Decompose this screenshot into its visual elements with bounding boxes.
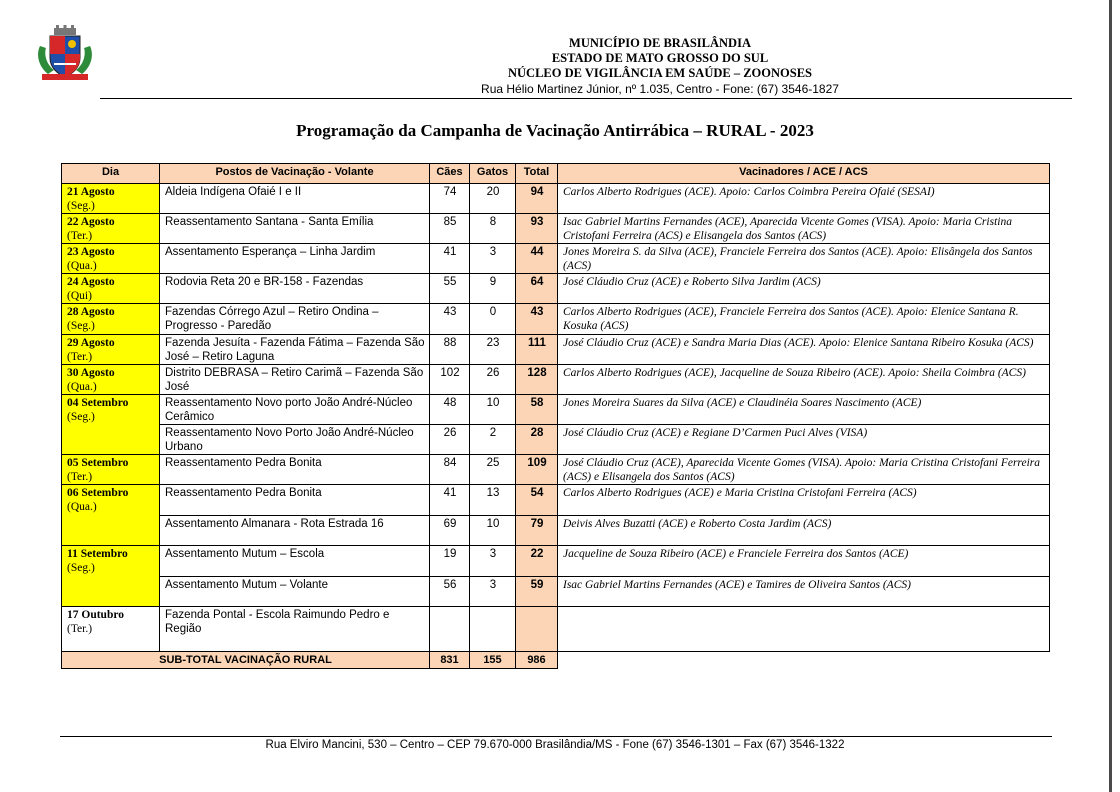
- table-row: [62, 365, 1050, 395]
- day-cell: [62, 485, 160, 546]
- vacinadores-cell: Jacqueline de Souza Ribeiro (ACE) e Franciele Ferreira dos Santos (ACE): [558, 546, 1050, 577]
- posto-cell: Reassentamento Santana - Santa Emília: [160, 214, 430, 244]
- footer-rule: [60, 736, 1052, 737]
- gatos-cell: 3: [470, 244, 516, 274]
- vacinadores-cell: Carlos Alberto Rodrigues (ACE) e Maria Cristina Cristofani Ferreira (ACS): [558, 485, 1050, 516]
- posto-cell: Fazenda Pontal - Escola Raimundo Pedro e Região: [160, 607, 430, 652]
- total-cell: [516, 607, 558, 652]
- vacinadores-cell: Carlos Alberto Rodrigues (ACE), Jacqueline de Souza Ribeiro (ACE). Apoio: Sheila Coimbra (ACS): [558, 365, 1050, 395]
- caes-cell: 41: [430, 244, 470, 274]
- caes-cell: 19: [430, 546, 470, 577]
- caes-cell: 26: [430, 425, 470, 455]
- caes-cell: 84: [430, 455, 470, 485]
- subtotal-caes: 831: [430, 652, 470, 669]
- caes-cell: 41: [430, 485, 470, 516]
- caes-cell: 43: [430, 304, 470, 335]
- col-header-total: Total: [516, 164, 558, 184]
- caes-cell: [430, 607, 470, 652]
- table-row: [62, 546, 1050, 577]
- day-weekday: (Seg.): [67, 320, 95, 332]
- posto-cell: Reassentamento Novo porto João André-Núcleo Cerâmico: [160, 395, 430, 425]
- day-weekday: (Qua.): [67, 381, 97, 393]
- day-weekday: (Ter.): [67, 471, 93, 483]
- table-row: [62, 304, 1050, 335]
- day-date: 04 Setembro: [67, 397, 129, 409]
- municipal-crest-logo: [34, 24, 96, 82]
- table-row: [62, 607, 1050, 652]
- posto-cell: Aldeia Indígena Ofaié I e II: [160, 184, 430, 214]
- day-date: 17 Outubro: [67, 609, 124, 621]
- total-cell: 64: [516, 274, 558, 304]
- vacinadores-cell: Carlos Alberto Rodrigues (ACE). Apoio: Carlos Coimbra Pereira Ofaié (SESAI): [558, 184, 1050, 214]
- day-date: 22 Agosto: [67, 216, 115, 228]
- table-row: [62, 425, 1050, 455]
- day-date: 06 Setembro: [67, 487, 129, 499]
- total-cell: 93: [516, 214, 558, 244]
- subtotal-gatos: 155: [470, 652, 516, 669]
- day-cell: [62, 184, 160, 214]
- caes-cell: 69: [430, 516, 470, 546]
- posto-cell: Fazenda Jesuíta - Fazenda Fátima – Fazenda São José – Retiro Laguna: [160, 335, 430, 365]
- posto-cell: Distrito DEBRASA – Retiro Carimã – Fazenda São José: [160, 365, 430, 395]
- day-date: 21 Agosto: [67, 186, 115, 198]
- vacinadores-cell: Jones Moreira S. da Silva (ACE), Franciele Ferreira dos Santos (ACE). Apoio: Elisângela dos Santos (ACS): [558, 244, 1050, 274]
- day-date: 29 Agosto: [67, 337, 115, 349]
- subtotal-row: [62, 652, 1050, 669]
- table-row: [62, 455, 1050, 485]
- table-row: [62, 485, 1050, 516]
- total-cell: 94: [516, 184, 558, 214]
- header-estado: ESTADO DE MATO GROSSO DO SUL: [551, 51, 769, 65]
- day-cell: [62, 244, 160, 274]
- day-weekday: (Qua.): [67, 260, 97, 272]
- gatos-cell: 2: [470, 425, 516, 455]
- vacinadores-cell: Isac Gabriel Martins Fernandes (ACE) e Tamires de Oliveira Santos (ACS): [558, 577, 1050, 607]
- total-cell: 28: [516, 425, 558, 455]
- day-weekday: (Qui): [67, 290, 92, 302]
- caes-cell: 85: [430, 214, 470, 244]
- table-row: [62, 244, 1050, 274]
- day-weekday: (Seg.): [67, 200, 95, 212]
- day-date: 30 Agosto: [67, 367, 115, 379]
- day-date: 11 Setembro: [67, 548, 128, 560]
- posto-cell: Assentamento Mutum – Volante: [160, 577, 430, 607]
- day-cell: [62, 395, 160, 455]
- header-address: Rua Hélio Martinez Júnior, nº 1.035, Centro - Fone: (67) 3546-1827: [481, 82, 839, 96]
- footer-address: Rua Elviro Mancini, 530 – Centro – CEP 79.670-000 Brasilândia/MS - Fone (67) 3546-1301 – Fax (67) 3546-1322: [265, 739, 845, 751]
- day-cell: [62, 214, 160, 244]
- table-row: [62, 184, 1050, 214]
- subtotal-label: SUB-TOTAL VACINAÇÃO RURAL: [62, 652, 430, 669]
- total-cell: 58: [516, 395, 558, 425]
- posto-cell: Fazendas Córrego Azul – Retiro Ondina – Progresso - Paredão: [160, 304, 430, 335]
- posto-cell: Reassentamento Novo Porto João André-Núcleo Urbano: [160, 425, 430, 455]
- total-cell: 111: [516, 335, 558, 365]
- posto-cell: Reassentamento Pedra Bonita: [160, 455, 430, 485]
- table-header-row: [62, 164, 1050, 184]
- col-header-dia: Dia: [62, 164, 160, 184]
- gatos-cell: 13: [470, 485, 516, 516]
- col-header-caes: Cães: [430, 164, 470, 184]
- header-rule: [100, 98, 1072, 99]
- caes-cell: 88: [430, 335, 470, 365]
- day-cell: [62, 546, 160, 607]
- posto-cell: Rodovia Reta 20 e BR-158 - Fazendas: [160, 274, 430, 304]
- gatos-cell: 23: [470, 335, 516, 365]
- gatos-cell: 3: [470, 577, 516, 607]
- header-nucleo: NÚCLEO DE VIGILÂNCIA EM SAÚDE – ZOONOSES: [508, 66, 812, 80]
- vacinadores-cell: Jones Moreira Suares da Silva (ACE) e Claudinéia Soares Nascimento (ACE): [558, 395, 1050, 425]
- day-weekday: (Ter.): [67, 230, 93, 242]
- day-cell: [62, 274, 160, 304]
- vacinadores-cell: José Cláudio Cruz (ACE) e Regiane D’Carmen Puci Alves (VISA): [558, 425, 1050, 455]
- total-cell: 54: [516, 485, 558, 516]
- caes-cell: 48: [430, 395, 470, 425]
- posto-cell: Assentamento Mutum – Escola: [160, 546, 430, 577]
- gatos-cell: 10: [470, 516, 516, 546]
- col-header-postos: Postos de Vacinação - Volante: [160, 164, 430, 184]
- total-cell: 128: [516, 365, 558, 395]
- day-date: 05 Setembro: [67, 457, 129, 469]
- caes-cell: 56: [430, 577, 470, 607]
- table-row: [62, 335, 1050, 365]
- gatos-cell: 8: [470, 214, 516, 244]
- gatos-cell: 0: [470, 304, 516, 335]
- day-cell: [62, 607, 160, 652]
- posto-cell: Reassentamento Pedra Bonita: [160, 485, 430, 516]
- day-cell: [62, 304, 160, 335]
- total-cell: 79: [516, 516, 558, 546]
- gatos-cell: [470, 607, 516, 652]
- table-row: [62, 516, 1050, 546]
- gatos-cell: 26: [470, 365, 516, 395]
- subtotal-total: 986: [516, 652, 558, 669]
- total-cell: 44: [516, 244, 558, 274]
- page-title: Programação da Campanha de Vacinação Antirrábica – RURAL - 2023: [296, 121, 814, 140]
- day-weekday: (Ter.): [67, 623, 93, 635]
- vacinadores-cell: [558, 607, 1050, 652]
- table-row: [62, 274, 1050, 304]
- day-weekday: (Ter.): [67, 351, 93, 363]
- col-header-gatos: Gatos: [470, 164, 516, 184]
- vacinadores-cell: Deivis Alves Buzatti (ACE) e Roberto Costa Jardim (ACS): [558, 516, 1050, 546]
- gatos-cell: 10: [470, 395, 516, 425]
- total-cell: 43: [516, 304, 558, 335]
- caes-cell: 55: [430, 274, 470, 304]
- vacinadores-cell: José Cláudio Cruz (ACE) e Roberto Silva Jardim (ACS): [558, 274, 1050, 304]
- caes-cell: 74: [430, 184, 470, 214]
- table-row: [62, 577, 1050, 607]
- caes-cell: 102: [430, 365, 470, 395]
- day-weekday: (Seg.): [67, 411, 95, 423]
- day-cell: [62, 365, 160, 395]
- gatos-cell: 9: [470, 274, 516, 304]
- table-row: [62, 395, 1050, 425]
- total-cell: 59: [516, 577, 558, 607]
- day-cell: [62, 455, 160, 485]
- day-date: 28 Agosto: [67, 306, 115, 318]
- vacinadores-cell: Carlos Alberto Rodrigues (ACE), Franciele Ferreira dos Santos (ACE). Apoio: Elenice Santana R. Kosuka (ACS): [558, 304, 1050, 335]
- day-cell: [62, 335, 160, 365]
- day-weekday: (Qua.): [67, 501, 97, 513]
- table-row: [62, 214, 1050, 244]
- posto-cell: Assentamento Esperança – Linha Jardim: [160, 244, 430, 274]
- posto-cell: Assentamento Almanara - Rota Estrada 16: [160, 516, 430, 546]
- gatos-cell: 20: [470, 184, 516, 214]
- vacinadores-cell: José Cláudio Cruz (ACE) e Sandra Maria Dias (ACE). Apoio: Elenice Santana Ribeiro Kosuka (ACS): [558, 335, 1050, 365]
- col-header-vacinadores: Vacinadores / ACE / ACS: [558, 164, 1050, 184]
- subtotal-blank: [558, 652, 1050, 669]
- day-weekday: (Seg.): [67, 562, 95, 574]
- gatos-cell: 3: [470, 546, 516, 577]
- total-cell: 109: [516, 455, 558, 485]
- vacinadores-cell: José Cláudio Cruz (ACE), Aparecida Vicente Gomes (VISA). Apoio: Maria Cristina Cristofani Ferreira (ACS) e Elisangela dos Santos (ACS): [558, 455, 1050, 485]
- gatos-cell: 25: [470, 455, 516, 485]
- header-municipio: MUNICÍPIO DE BRASILÂNDIA: [569, 36, 751, 50]
- day-date: 23 Agosto: [67, 246, 115, 258]
- vaccination-schedule-table: [61, 163, 1050, 669]
- day-date: 24 Agosto: [67, 276, 115, 288]
- vacinadores-cell: Isac Gabriel Martins Fernandes (ACE), Aparecida Vicente Gomes (VISA). Apoio: Maria Cristina Cristofani Ferreira (ACS) e Elisangela dos Santos (ACS): [558, 214, 1050, 244]
- total-cell: 22: [516, 546, 558, 577]
